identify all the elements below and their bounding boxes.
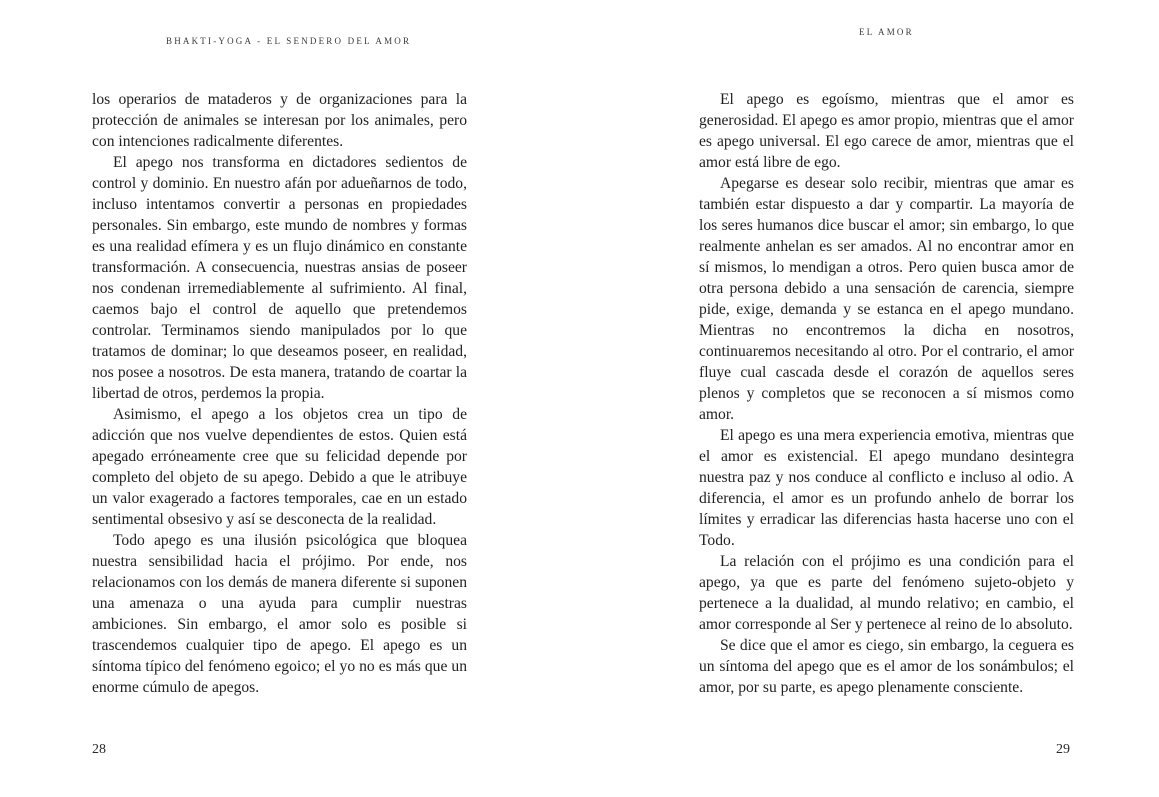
paragraph: El apego nos transforma en dictadores sedientos de control y dominio. En nuestro afán por adueñarnos de todo, incluso intentamos convertir a personas en propiedades personales. Sin embargo, este mundo de nombres y formas es una realidad efímera y es un flujo dinámico en constante transformación. A consecuencia, nuestras ansias de poseer nos condenan irremediablemente al sufrimiento. Al final, caemos bajo el control de aquello que pretendemos controlar. Terminamos siendo manipulados por lo que tratamos de dominar; lo que deseamos poseer, en realidad, nos posee a nosotros. De esta manera, tratando de coartar la libertad de otros, perdemos la propia. bbox=[92, 154, 467, 402]
paragraph: los operarios de mataderos y de organizaciones para la protección de animales se interesan por los animales, pero con intenciones radicalmente diferentes. bbox=[92, 91, 467, 150]
right-page bbox=[580, 0, 1159, 797]
right-body-text bbox=[699, 89, 1074, 698]
left-page-number: 28 bbox=[92, 742, 106, 757]
right-page-number: 29 bbox=[1056, 742, 1070, 757]
paragraph: Apegarse es desear solo recibir, mientras que amar es también estar dispuesto a dar y compartir. La mayoría de los seres humanos dice buscar el amor; sin embargo, lo que realmente anhelan es ser amados. Al no encontrar amor en sí mismos, lo mendigan a otros. Pero quien busca amor de otra persona debido a una sensación de carencia, siempre pide, exige, demanda y se estanca en el apego mundano. Mientras no encontremos la dicha en nosotros, continuaremos necesitando al otro. Por el contrario, el amor fluye cual cascada desde el corazón de aquellos seres plenos y completos que se reconocen a sí mismos como amor. bbox=[699, 175, 1074, 423]
left-page bbox=[0, 0, 579, 797]
left-running-head: BHAKTI-YOGA - EL SENDERO DEL AMOR bbox=[166, 36, 412, 46]
paragraph: Asimismo, el apego a los objetos crea un tipo de adicción que nos vuelve dependientes de estos. Quien está apegado erróneamente cree que su felicidad depende por completo del objeto de su apego. Debido a que le atribuye un valor exagerado a factores temporales, cae en un estado sentimental obsesivo y así se desconecta de la realidad. bbox=[92, 406, 467, 528]
paragraph: Se dice que el amor es ciego, sin embargo, la ceguera es un síntoma del apego que es el amor de los sonámbulos; el amor, por su parte, es apego plenamente consciente. bbox=[699, 637, 1074, 696]
paragraph: El apego es una mera experiencia emotiva, mientras que el amor es existencial. El apego mundano desintegra nuestra paz y nos conduce al conflicto e incluso al odio. A diferencia, el amor es un profundo anhelo de borrar los límites y erradicar las diferencias hasta hacerse uno con el Todo. bbox=[699, 427, 1074, 549]
paragraph: La relación con el prójimo es una condición para el apego, ya que es parte del fenómeno sujeto-objeto y pertenece a la dualidad, al mundo relativo; en cambio, el amor corresponde al Ser y pertenece al reino de lo absoluto. bbox=[699, 553, 1074, 633]
paragraph: El apego es egoísmo, mientras que el amor es generosidad. El apego es amor propio, mientras que el amor es apego universal. El ego carece de amor, mientras que el amor está libre de ego. bbox=[699, 91, 1074, 171]
paragraph: Todo apego es una ilusión psicológica que bloquea nuestra sensibilidad hacia el prójimo. Por ende, nos relacionamos con los demás de manera diferente si suponen una amenaza o una ayuda para cumplir nuestras ambiciones. Sin embargo, el amor solo es posible si trascendemos cualquier tipo de apego. El apego es un síntoma típico del fenómeno egoico; el yo no es más que un enorme cúmulo de apegos. bbox=[92, 532, 467, 696]
right-running-head: EL AMOR bbox=[859, 27, 914, 37]
left-body-text bbox=[92, 89, 467, 698]
